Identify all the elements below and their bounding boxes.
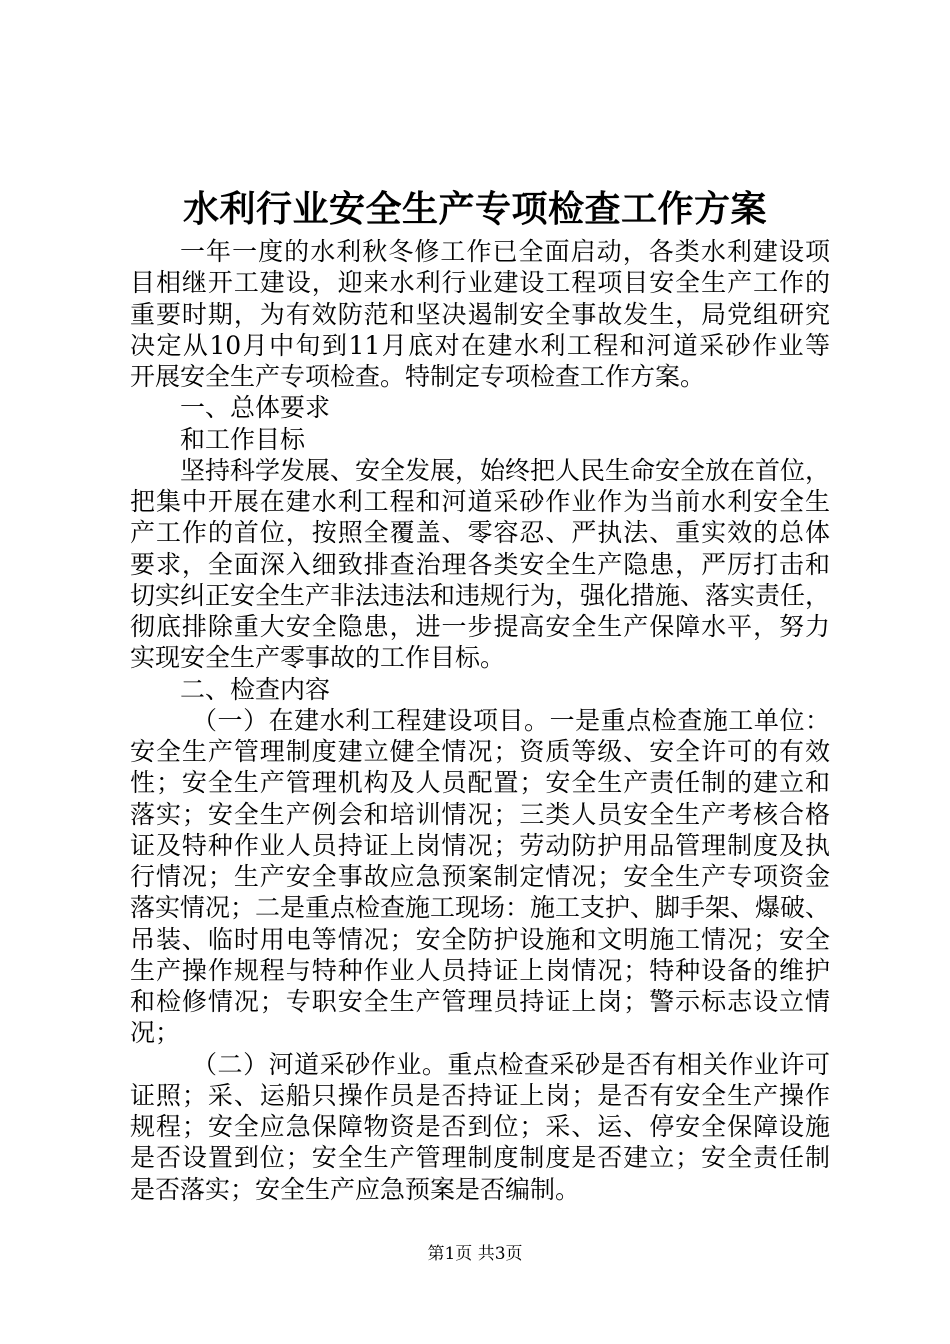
paragraph-line: 是否设置到位；安全生产管理制度制度是否建立；安全责任制 [130,1143,830,1173]
paragraph-line: 安全生产管理制度建立健全情况；资质等级、安全许可的有效 [130,737,830,766]
paragraph-line: 证及特种作业人员持证上岗情况；劳动防护用品管理制度及执 [130,830,830,860]
paragraph-line: 产工作的首位，按照全覆盖、零容忍、严执法、重实效的总体 [130,518,830,548]
paragraph-line: 要求，全面深入细致排查治理各类安全生产隐患，严厉打击和 [130,549,830,579]
document-title: 水利行业安全生产专项检查工作方案 [182,188,767,230]
page-number-footer: 第1页 共3页 [427,1244,523,1264]
paragraph-line: 坚持科学发展、安全发展，始终把人民生命安全放在首位， [180,455,831,485]
paragraph-line: 吊装、临时用电等情况；安全防护设施和文明施工情况；安全 [130,924,830,954]
paragraph-line: 目相继开工建设，迎来水利行业建设工程项目安全生产工作的 [130,268,830,298]
paragraph-line: 实现安全生产零事故的工作目标。 [130,643,506,673]
paragraph-line: 落实情况；二是重点检查施工现场：施工支护、脚手架、爆破、 [130,893,831,923]
section-heading-continued: 和工作目标 [180,424,306,454]
section-heading: 二、检查内容 [180,674,331,704]
paragraph-line: 是否落实；安全生产应急预案是否编制。 [130,1174,581,1204]
paragraph-line: 证照；采、运船只操作员是否持证上岗；是否有安全生产操作 [130,1080,830,1110]
paragraph-line: 重要时期，为有效防范和坚决遏制安全事故发生，局党组研究 [130,299,830,329]
paragraph-line: 况； [130,1018,181,1048]
paragraph-line: 性；安全生产管理机构及人员配置；安全生产责任制的建立和 [130,768,830,798]
document-body [130,236,830,1205]
paragraph-line: 切实纠正安全生产非法违法和违规行为，强化措施、落实责任， [130,580,831,610]
paragraph-line: 把集中开展在建水利工程和河道采砂作业作为当前水利安全生 [130,487,830,516]
paragraph-line: 生产操作规程与特种作业人员持证上岗情况；特种设备的维护 [130,955,830,985]
paragraph-line: 落实；安全生产例会和培训情况；三类人员安全生产考核合格 [130,799,830,829]
paragraph-line: （二）河道采砂作业。重点检查采砂是否有相关作业许可 [192,1049,830,1079]
paragraph-line: （一）在建水利工程建设项目。一是重点检查施工单位： [192,705,830,735]
paragraph-line: 开展安全生产专项检查。特制定专项检查工作方案。 [130,362,706,391]
paragraph-line: 一年一度的水利秋冬修工作已全面启动，各类水利建设项 [180,237,830,266]
paragraph-line: 行情况；生产安全事故应急预案制定情况；安全生产专项资金 [130,862,830,891]
paragraph-line: 彻底排除重大安全隐患，进一步提高安全生产保障水平，努力 [130,612,830,641]
section-heading: 一、总体要求 [180,393,331,423]
paragraph-line: 和检修情况；专职安全生产管理员持证上岗；警示标志设立情 [130,987,830,1016]
paragraph-line: 决定从10月中旬到11月底对在建水利工程和河道采砂作业等 [130,330,830,360]
paragraph-line: 规程；安全应急保障物资是否到位；采、运、停安全保障设施 [130,1112,830,1141]
